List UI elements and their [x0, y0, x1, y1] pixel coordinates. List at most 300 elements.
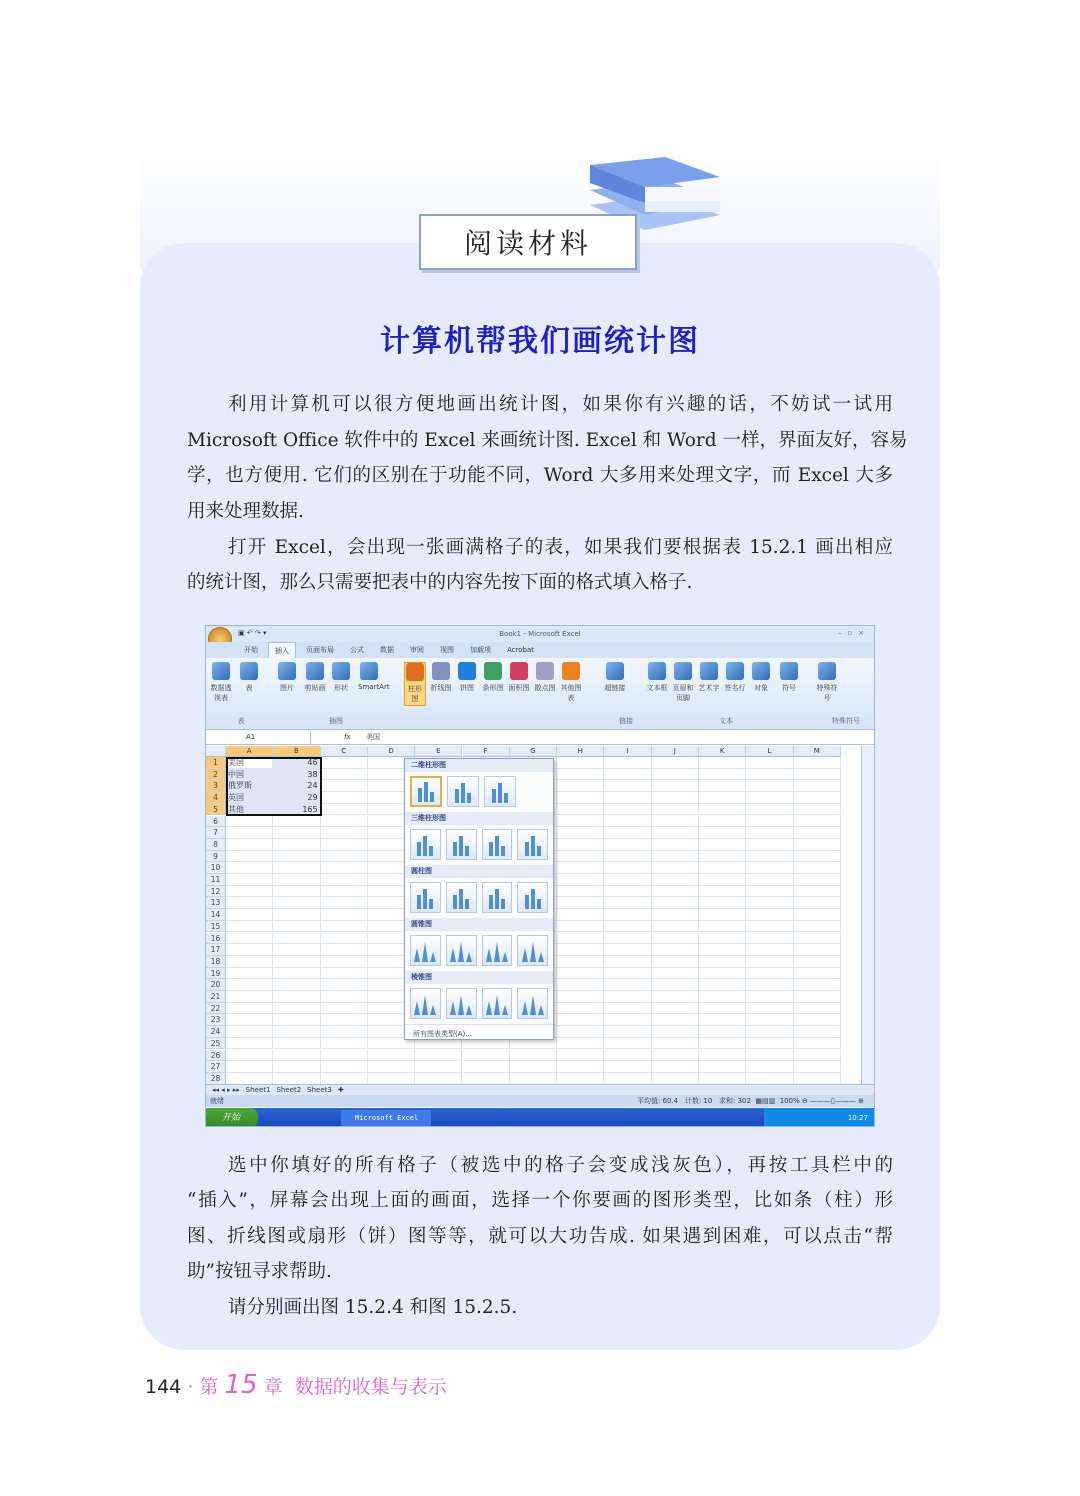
- column-header[interactable]: I: [604, 746, 651, 757]
- chart-type-option-icon[interactable]: [410, 988, 441, 1019]
- cell[interactable]: [368, 1073, 415, 1085]
- cell[interactable]: [321, 827, 368, 839]
- ribbon-tab[interactable]: 数据: [380, 646, 394, 654]
- cell[interactable]: [699, 956, 746, 968]
- cell[interactable]: [226, 968, 273, 980]
- cell[interactable]: [321, 816, 368, 828]
- zoom-level[interactable]: 100%: [779, 1097, 800, 1105]
- cell[interactable]: [273, 862, 320, 874]
- chart-type-option-icon[interactable]: [446, 935, 477, 966]
- cell[interactable]: [652, 1061, 699, 1073]
- ribbon-tab[interactable]: 公式: [350, 646, 364, 654]
- row-header[interactable]: 13: [206, 897, 226, 909]
- column-header[interactable]: C: [321, 746, 368, 757]
- cell[interactable]: [226, 1061, 273, 1073]
- ribbon-button[interactable]: [238, 662, 260, 693]
- cell[interactable]: [226, 944, 273, 956]
- ribbon-button[interactable]: [672, 662, 694, 703]
- cell[interactable]: [604, 956, 651, 968]
- cell[interactable]: [321, 757, 368, 769]
- cell[interactable]: [604, 1003, 651, 1015]
- ribbon-button[interactable]: [646, 662, 668, 693]
- cell[interactable]: [652, 897, 699, 909]
- cell[interactable]: [746, 792, 793, 804]
- cell[interactable]: [557, 1038, 604, 1050]
- ribbon-tab[interactable]: 审阅: [410, 646, 424, 654]
- all-chart-types-link[interactable]: 所有图表类型(A)...: [405, 1024, 553, 1043]
- cell[interactable]: [794, 874, 841, 886]
- cell[interactable]: [273, 921, 320, 933]
- row-header[interactable]: 3: [206, 780, 226, 792]
- row-header[interactable]: 20: [206, 979, 226, 991]
- row-header[interactable]: 15: [206, 921, 226, 933]
- ribbon-button[interactable]: [276, 662, 298, 693]
- cell[interactable]: [652, 1003, 699, 1015]
- cell[interactable]: [652, 991, 699, 1003]
- cell[interactable]: [794, 780, 841, 792]
- cell[interactable]: [226, 991, 273, 1003]
- cell[interactable]: [652, 944, 699, 956]
- cell[interactable]: [557, 874, 604, 886]
- select-all-corner[interactable]: [206, 746, 226, 757]
- cell[interactable]: [652, 1014, 699, 1026]
- cell[interactable]: [699, 769, 746, 781]
- cell[interactable]: [794, 933, 841, 945]
- cell[interactable]: [273, 1050, 320, 1062]
- column-header[interactable]: E: [415, 746, 462, 757]
- cell[interactable]: [746, 804, 793, 816]
- cell[interactable]: [510, 1073, 557, 1085]
- ribbon-button[interactable]: [604, 662, 626, 693]
- row-header[interactable]: 25: [206, 1038, 226, 1050]
- cell[interactable]: [604, 1026, 651, 1038]
- cell[interactable]: [273, 909, 320, 921]
- cell[interactable]: [794, 1026, 841, 1038]
- cell[interactable]: [746, 874, 793, 886]
- cell[interactable]: [557, 792, 604, 804]
- ribbon-tab[interactable]: 加载项: [470, 646, 491, 654]
- column-header[interactable]: G: [510, 746, 557, 757]
- cell[interactable]: [652, 1026, 699, 1038]
- row-header[interactable]: 19: [206, 968, 226, 980]
- cell[interactable]: [321, 769, 368, 781]
- row-header[interactable]: 5: [206, 804, 226, 816]
- cell[interactable]: 其他: [226, 804, 273, 816]
- cell[interactable]: [746, 944, 793, 956]
- cell[interactable]: [273, 1061, 320, 1073]
- cell[interactable]: [652, 1050, 699, 1062]
- insert-sheet-icon[interactable]: ✚: [337, 1086, 344, 1094]
- column-header[interactable]: A: [226, 746, 273, 757]
- chart-type-option-icon[interactable]: [517, 988, 548, 1019]
- ribbon-button[interactable]: [750, 662, 772, 693]
- taskbar-excel-item[interactable]: Microsoft Excel: [341, 1110, 431, 1126]
- cell[interactable]: [557, 979, 604, 991]
- cell[interactable]: [557, 1026, 604, 1038]
- cell[interactable]: [557, 944, 604, 956]
- row-header[interactable]: 9: [206, 851, 226, 863]
- cell[interactable]: [557, 921, 604, 933]
- cell[interactable]: [226, 1050, 273, 1062]
- row-header[interactable]: 2: [206, 769, 226, 781]
- cell[interactable]: [321, 1014, 368, 1026]
- ribbon-button[interactable]: [482, 662, 504, 693]
- cell[interactable]: [321, 1073, 368, 1085]
- cell[interactable]: [604, 874, 651, 886]
- chart-type-option-icon[interactable]: [484, 776, 516, 807]
- chart-type-option-icon[interactable]: [517, 935, 548, 966]
- cell[interactable]: [604, 1038, 651, 1050]
- cell[interactable]: [604, 1014, 651, 1026]
- cell[interactable]: [510, 1050, 557, 1062]
- cell[interactable]: [321, 956, 368, 968]
- row-header[interactable]: 17: [206, 944, 226, 956]
- cell[interactable]: [321, 944, 368, 956]
- cell[interactable]: [273, 816, 320, 828]
- cell[interactable]: [699, 1050, 746, 1062]
- cell[interactable]: [557, 1014, 604, 1026]
- ribbon-tab[interactable]: 开始: [244, 646, 258, 654]
- ribbon-button[interactable]: [430, 662, 452, 693]
- cell[interactable]: [794, 909, 841, 921]
- cell[interactable]: [794, 1073, 841, 1085]
- cell[interactable]: [794, 862, 841, 874]
- cell[interactable]: [746, 991, 793, 1003]
- cell[interactable]: [557, 862, 604, 874]
- cell[interactable]: [746, 979, 793, 991]
- cell[interactable]: [699, 804, 746, 816]
- column-header[interactable]: M: [794, 746, 841, 757]
- row-header[interactable]: 6: [206, 816, 226, 828]
- cell[interactable]: [652, 886, 699, 898]
- chart-type-option-icon[interactable]: [446, 829, 477, 860]
- sheet-nav-arrows[interactable]: ◂◂ ◂ ▸ ▸▸: [212, 1086, 240, 1094]
- sheet-tab[interactable]: Sheet3: [307, 1086, 332, 1094]
- cell[interactable]: [746, 827, 793, 839]
- cell[interactable]: 中国: [226, 769, 273, 781]
- cell[interactable]: [557, 757, 604, 769]
- cell[interactable]: [273, 1014, 320, 1026]
- sheet-tab[interactable]: Sheet1: [245, 1086, 271, 1094]
- row-header[interactable]: 26: [206, 1050, 226, 1062]
- cell[interactable]: [557, 1050, 604, 1062]
- cell[interactable]: [226, 1038, 273, 1050]
- ribbon-button[interactable]: [508, 662, 530, 693]
- cell[interactable]: [699, 1003, 746, 1015]
- row-header[interactable]: 23: [206, 1014, 226, 1026]
- cell[interactable]: [604, 1050, 651, 1062]
- row-header[interactable]: 18: [206, 956, 226, 968]
- chart-type-option-icon[interactable]: [517, 882, 548, 913]
- chart-type-option-icon[interactable]: [482, 829, 513, 860]
- chart-type-option-icon[interactable]: [447, 776, 479, 807]
- cell[interactable]: [746, 1050, 793, 1062]
- cell[interactable]: [463, 1061, 510, 1073]
- cell[interactable]: [604, 909, 651, 921]
- ribbon-button[interactable]: [330, 662, 352, 693]
- cell[interactable]: [273, 979, 320, 991]
- ribbon-tab[interactable]: 插入: [268, 642, 296, 658]
- cell[interactable]: 165: [273, 804, 320, 816]
- cell[interactable]: [321, 921, 368, 933]
- cell[interactable]: [273, 968, 320, 980]
- cell[interactable]: [699, 886, 746, 898]
- cell[interactable]: [273, 956, 320, 968]
- cell[interactable]: [746, 1026, 793, 1038]
- ribbon-button[interactable]: [816, 662, 838, 703]
- cell[interactable]: [746, 851, 793, 863]
- cell[interactable]: [226, 1026, 273, 1038]
- cell[interactable]: [746, 933, 793, 945]
- cell[interactable]: [226, 933, 273, 945]
- cell[interactable]: [321, 1038, 368, 1050]
- cell[interactable]: [746, 862, 793, 874]
- cell[interactable]: [794, 968, 841, 980]
- row-header[interactable]: 21: [206, 991, 226, 1003]
- row-header[interactable]: 28: [206, 1073, 226, 1085]
- cell[interactable]: [273, 886, 320, 898]
- chart-type-option-icon[interactable]: [410, 882, 441, 913]
- column-header[interactable]: B: [273, 746, 320, 757]
- cell[interactable]: [321, 979, 368, 991]
- cell[interactable]: [415, 1050, 462, 1062]
- cell[interactable]: [604, 769, 651, 781]
- cell[interactable]: 美国: [226, 757, 273, 769]
- cell[interactable]: [321, 933, 368, 945]
- start-button[interactable]: 开始: [206, 1108, 258, 1127]
- cell[interactable]: [273, 874, 320, 886]
- cell[interactable]: [321, 780, 368, 792]
- chart-type-option-icon[interactable]: [410, 935, 441, 966]
- cell[interactable]: [746, 1014, 793, 1026]
- quick-access-toolbar[interactable]: ▣ ↶ ↷ ▾: [238, 629, 267, 637]
- cell[interactable]: [794, 991, 841, 1003]
- cell[interactable]: [699, 827, 746, 839]
- cell[interactable]: [368, 1061, 415, 1073]
- cell[interactable]: [273, 1073, 320, 1085]
- cell[interactable]: [794, 1014, 841, 1026]
- cell[interactable]: [226, 909, 273, 921]
- cell[interactable]: [746, 757, 793, 769]
- cell[interactable]: [652, 933, 699, 945]
- row-header[interactable]: 8: [206, 839, 226, 851]
- ribbon-tab[interactable]: 视图: [440, 646, 454, 654]
- cell[interactable]: [604, 979, 651, 991]
- cell[interactable]: [604, 968, 651, 980]
- cell[interactable]: [321, 991, 368, 1003]
- column-header[interactable]: H: [557, 746, 604, 757]
- cell[interactable]: [557, 956, 604, 968]
- cell[interactable]: [794, 886, 841, 898]
- cell[interactable]: [557, 968, 604, 980]
- cell[interactable]: [652, 1073, 699, 1085]
- cell[interactable]: [699, 874, 746, 886]
- cell[interactable]: [652, 909, 699, 921]
- cell[interactable]: 29: [273, 792, 320, 804]
- chart-type-option-icon[interactable]: [482, 882, 513, 913]
- cell[interactable]: [557, 780, 604, 792]
- cell[interactable]: [746, 909, 793, 921]
- cell[interactable]: 46: [273, 757, 320, 769]
- cell[interactable]: [604, 851, 651, 863]
- cell[interactable]: 24: [273, 780, 320, 792]
- cell[interactable]: [604, 839, 651, 851]
- cell[interactable]: [746, 921, 793, 933]
- cell[interactable]: [746, 956, 793, 968]
- cell[interactable]: [699, 921, 746, 933]
- row-header[interactable]: 22: [206, 1003, 226, 1015]
- cell[interactable]: [557, 851, 604, 863]
- cell[interactable]: [699, 839, 746, 851]
- cell[interactable]: [604, 944, 651, 956]
- cell[interactable]: [652, 862, 699, 874]
- row-header[interactable]: 1: [206, 757, 226, 769]
- cell[interactable]: [273, 827, 320, 839]
- row-header[interactable]: 12: [206, 886, 226, 898]
- cell[interactable]: [794, 804, 841, 816]
- cell[interactable]: [321, 897, 368, 909]
- cell[interactable]: [557, 909, 604, 921]
- cell[interactable]: [604, 921, 651, 933]
- cell[interactable]: [604, 862, 651, 874]
- cell[interactable]: [321, 886, 368, 898]
- cell[interactable]: [273, 839, 320, 851]
- cell[interactable]: [699, 933, 746, 945]
- cell[interactable]: [321, 1026, 368, 1038]
- cell[interactable]: [699, 780, 746, 792]
- cell[interactable]: [557, 1073, 604, 1085]
- cell[interactable]: [226, 827, 273, 839]
- cell[interactable]: [557, 886, 604, 898]
- cell[interactable]: [226, 1003, 273, 1015]
- cell[interactable]: [746, 886, 793, 898]
- cell[interactable]: [652, 979, 699, 991]
- cell[interactable]: [604, 991, 651, 1003]
- cell[interactable]: [321, 851, 368, 863]
- cell[interactable]: [604, 1073, 651, 1085]
- cell[interactable]: [699, 792, 746, 804]
- cell[interactable]: [794, 757, 841, 769]
- cell[interactable]: [794, 921, 841, 933]
- cell[interactable]: [699, 944, 746, 956]
- cell[interactable]: [794, 827, 841, 839]
- cell[interactable]: [699, 968, 746, 980]
- chart-type-option-icon[interactable]: [517, 829, 548, 860]
- cell[interactable]: [604, 886, 651, 898]
- row-header[interactable]: 4: [206, 792, 226, 804]
- name-box[interactable]: A1: [206, 731, 311, 744]
- cell[interactable]: [557, 1061, 604, 1073]
- cell[interactable]: [652, 780, 699, 792]
- cell[interactable]: [699, 991, 746, 1003]
- cell[interactable]: [794, 1003, 841, 1015]
- cell[interactable]: [604, 897, 651, 909]
- column-header[interactable]: L: [746, 746, 793, 757]
- ribbon-button[interactable]: [404, 662, 426, 706]
- cell[interactable]: [273, 1038, 320, 1050]
- ribbon-button[interactable]: [724, 662, 746, 693]
- cell[interactable]: [226, 886, 273, 898]
- cell[interactable]: [557, 991, 604, 1003]
- cell[interactable]: [226, 897, 273, 909]
- chart-type-option-icon[interactable]: [446, 988, 477, 1019]
- ribbon-button[interactable]: [560, 662, 582, 703]
- cell[interactable]: [321, 1061, 368, 1073]
- cell[interactable]: [699, 851, 746, 863]
- cell[interactable]: [652, 804, 699, 816]
- cell[interactable]: [746, 1038, 793, 1050]
- cell[interactable]: [226, 1014, 273, 1026]
- cell[interactable]: [226, 921, 273, 933]
- cell[interactable]: [557, 804, 604, 816]
- cell[interactable]: [273, 851, 320, 863]
- cell[interactable]: [746, 1003, 793, 1015]
- cell[interactable]: [415, 1061, 462, 1073]
- cell[interactable]: [652, 921, 699, 933]
- window-controls[interactable]: –▫×: [837, 629, 870, 637]
- column-header[interactable]: J: [652, 746, 699, 757]
- cell[interactable]: [699, 816, 746, 828]
- cell[interactable]: [746, 816, 793, 828]
- cell[interactable]: [652, 827, 699, 839]
- sheet-tab[interactable]: Sheet2: [276, 1086, 302, 1094]
- cell[interactable]: [794, 1050, 841, 1062]
- cell[interactable]: [699, 897, 746, 909]
- cell[interactable]: [226, 979, 273, 991]
- chart-type-option-icon[interactable]: [410, 776, 442, 807]
- cell[interactable]: [226, 839, 273, 851]
- cell[interactable]: [604, 804, 651, 816]
- cell[interactable]: [746, 769, 793, 781]
- column-header[interactable]: D: [368, 746, 415, 757]
- cell[interactable]: [699, 862, 746, 874]
- cell[interactable]: [557, 897, 604, 909]
- cell[interactable]: [226, 956, 273, 968]
- cell[interactable]: [652, 968, 699, 980]
- cell[interactable]: [746, 780, 793, 792]
- column-header[interactable]: K: [699, 746, 746, 757]
- cell[interactable]: [321, 1050, 368, 1062]
- cell[interactable]: [226, 874, 273, 886]
- cell[interactable]: [794, 979, 841, 991]
- cell[interactable]: [557, 769, 604, 781]
- cell[interactable]: [226, 851, 273, 863]
- fx-icon[interactable]: fx: [344, 733, 351, 741]
- cell[interactable]: [604, 933, 651, 945]
- cell[interactable]: [652, 1038, 699, 1050]
- cell[interactable]: [321, 968, 368, 980]
- cell[interactable]: [604, 827, 651, 839]
- cell[interactable]: [699, 757, 746, 769]
- cell[interactable]: [557, 816, 604, 828]
- cell[interactable]: [463, 1050, 510, 1062]
- cell[interactable]: [652, 839, 699, 851]
- ribbon-button[interactable]: [210, 662, 232, 703]
- cell[interactable]: [273, 933, 320, 945]
- ribbon-tab[interactable]: 页面布局: [306, 646, 334, 654]
- cell[interactable]: [794, 769, 841, 781]
- cell[interactable]: [652, 816, 699, 828]
- column-header[interactable]: F: [463, 746, 510, 757]
- ribbon-button[interactable]: [534, 662, 556, 693]
- cell[interactable]: 俄罗斯: [226, 780, 273, 792]
- ribbon-button[interactable]: [456, 662, 478, 693]
- cell[interactable]: [557, 933, 604, 945]
- cell[interactable]: [273, 991, 320, 1003]
- cell[interactable]: [273, 944, 320, 956]
- cell[interactable]: [794, 1038, 841, 1050]
- row-header[interactable]: 10: [206, 862, 226, 874]
